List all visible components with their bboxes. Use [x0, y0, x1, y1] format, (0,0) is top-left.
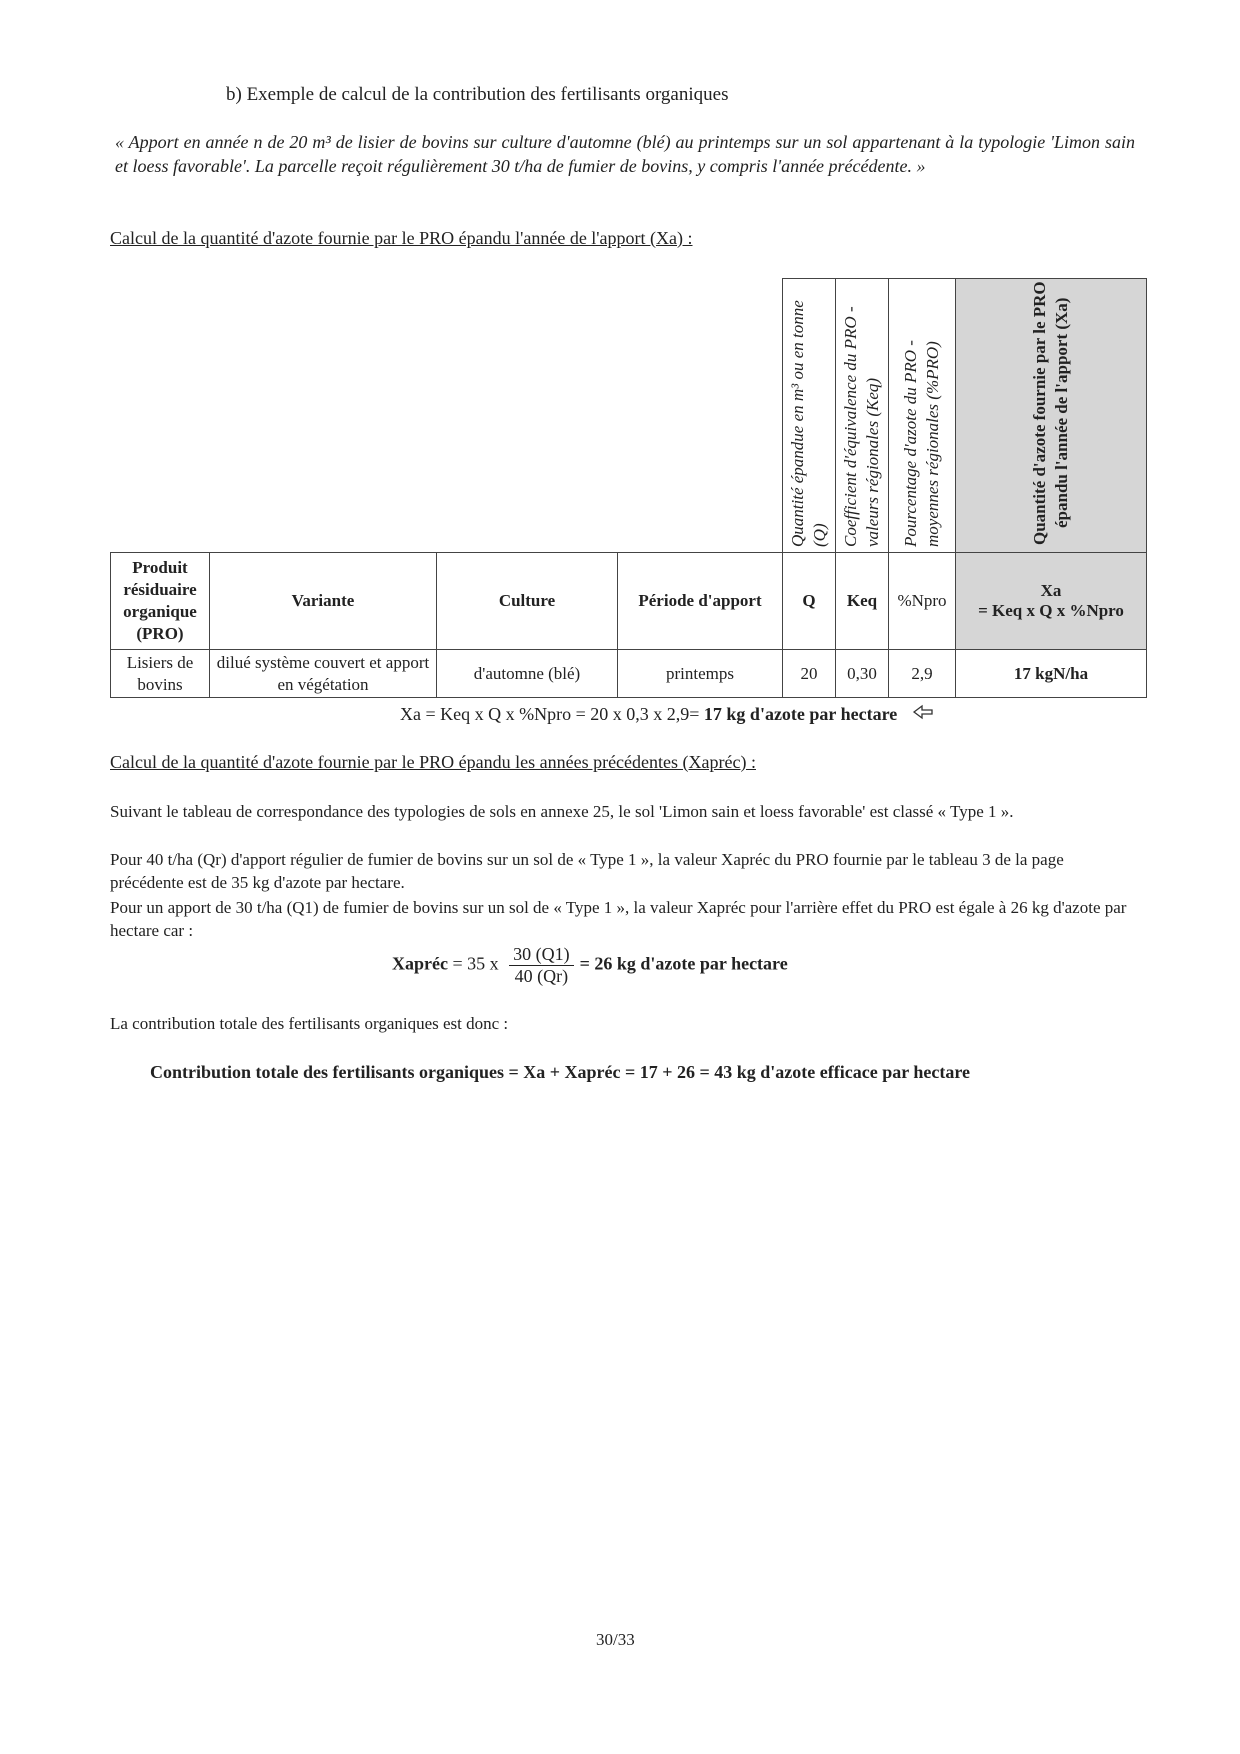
xa-formula-prefix: Xa = Keq x Q x %Npro = 20 x 0,3 x 2,9= [400, 704, 704, 724]
cell-keq: 0,30 [836, 650, 889, 698]
header-npro: %Npro [889, 553, 956, 650]
xaprec-eq: = 35 x [447, 953, 504, 974]
table-row [111, 650, 1147, 698]
header-xa-vertical: Quantité d'azote fournie par le PRO épandu l'année de l'apport (Xa) [956, 279, 1147, 553]
section2-title: Calcul de la quantité d'azote fournie par le PRO épandu les années précédentes (Xapréc) : [110, 752, 756, 772]
header-variante: Variante [210, 553, 437, 650]
xaprec-denominator: 40 (Qr) [514, 966, 569, 986]
cell-q: 20 [783, 650, 836, 698]
xaprec-formula [392, 944, 788, 987]
example-quote: « Apport en année n de 20 m³ de lisier de bovins sur culture d'automne (blé) au printemps sur un sol appartenant à la typologie 'Limon sain et loess favorable'. La parcelle reçoit régulièrement 30 t/ha de fumier de bovins, y compris l'année précédente. » [115, 132, 1135, 176]
header-periode: Période d'apport [618, 553, 783, 650]
cell-culture: d'automne (blé) [437, 650, 618, 698]
xaprec-result: = 26 kg d'azote par hectare [579, 953, 788, 974]
header-pro: Produit résiduaire organique (PRO) [111, 553, 210, 650]
xaprec-lhs: Xapréc [392, 953, 448, 974]
paragraph-total-intro: La contribution totale des fertilisants organiques est donc : [110, 1014, 509, 1033]
cell-variante: dilué système couvert et apport en végétation [210, 650, 437, 698]
cell-xa: 17 kgN/ha [956, 650, 1147, 698]
vertical-header-row [111, 279, 1147, 553]
header-keq-vertical: Coefficient d'équivalence du PRO - valeurs régionales (Keq) [836, 279, 889, 553]
cell-npro: 2,9 [889, 650, 956, 698]
cell-periode: printemps [618, 650, 783, 698]
header-q-vertical: Quantité épandue en m³ ou en tonne (Q) [783, 279, 836, 553]
xaprec-fraction [509, 944, 574, 987]
page-number: 30/33 [596, 1630, 635, 1649]
xaprec-numerator: 30 (Q1) [509, 944, 574, 966]
header-xa [956, 553, 1147, 650]
section1-title: Calcul de la quantité d'azote fournie par le PRO épandu l'année de l'apport (Xa) : [110, 228, 693, 248]
total-contribution: Contribution totale des fertilisants organiques = Xa + Xapréc = 17 + 26 = 43 kg d'azote efficace par hectare [150, 1062, 971, 1082]
xa-formula-result: 17 kg d'azote par hectare [703, 704, 898, 724]
header-culture: Culture [437, 553, 618, 650]
cell-pro: Lisiers de bovins [111, 650, 210, 698]
header-xa-line1: Xa [1040, 581, 1062, 600]
paragraph-typology: Suivant le tableau de correspondance des typologies de sols en annexe 25, le sol 'Limon sain et loess favorable' est classé « Type 1 ». [110, 802, 1014, 821]
pointing-hand-icon [912, 702, 936, 725]
calculation-table [110, 278, 1147, 698]
header-keq: Keq [836, 553, 889, 650]
header-row [111, 553, 1147, 650]
header-npro-vertical: Pourcentage d'azote du PRO - moyennes régionales (%PRO) [889, 279, 956, 553]
xa-formula [400, 702, 936, 725]
header-q: Q [783, 553, 836, 650]
paragraph-regular-input: Pour 40 t/ha (Qr) d'apport régulier de fumier de bovins sur un sol de « Type 1 », la valeur Xapréc du PRO fournie par le tableau 3 de la page précédente est de 35 kg d'azote par hectare. [110, 850, 1064, 892]
section-heading: b) Exemple de calcul de la contribution des fertilisants organiques [226, 84, 729, 105]
header-xa-line2: = Keq x Q x %Npro [978, 601, 1124, 620]
paragraph-xaprec: Pour un apport de 30 t/ha (Q1) de fumier de bovins sur un sol de « Type 1 », la valeur Xapréc pour l'arrière effet du PRO est égale à 26 kg d'azote par hectare car : [110, 898, 1127, 940]
